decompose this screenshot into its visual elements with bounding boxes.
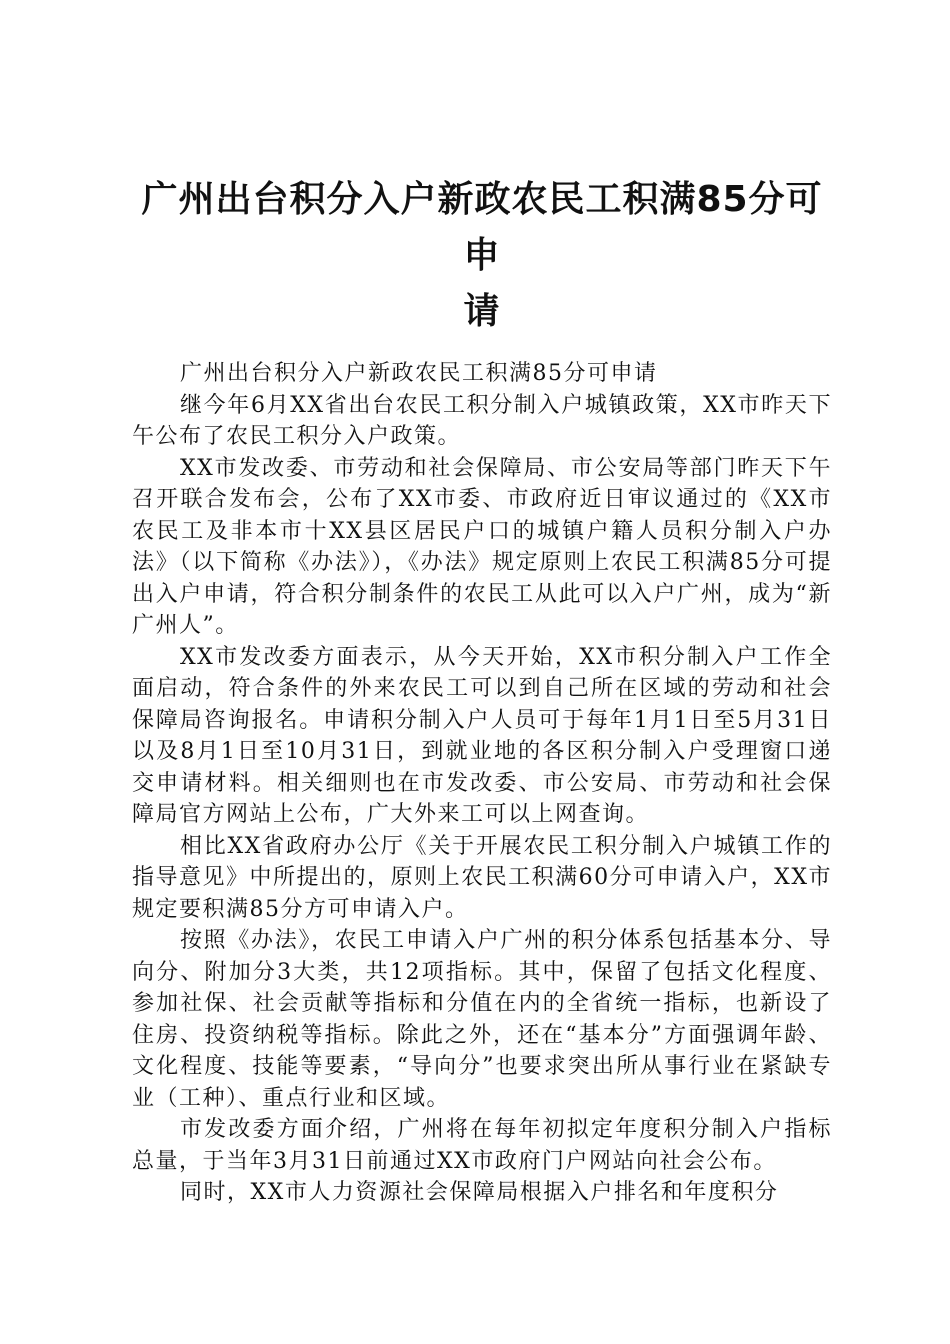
paragraph: 继今年6月XX省出台农民工积分制入户城镇政策，XX市昨天下午公布了农民工积分入户政策。 [132, 392, 832, 449]
paragraph-subtitle: 广州出台积分入户新政农民工积满85分可申请 [180, 361, 658, 386]
paragraph: 同时，XX市人力资源社会保障局根据入户排名和年度积分 [180, 1180, 779, 1205]
paragraph: 相比XX省政府办公厅《关于开展农民工积分制入户城镇工作的指导意见》中所提出的，原则上农民工积满60分可申请入户，XX市规定要积满85分方可申请入户。 [132, 833, 832, 922]
paragraph: 按照《办法》，农民工申请入户广州的积分体系包括基本分、导向分、附加分3大类，共12项指标。其中，保留了包括文化程度、参加社保、社会贡献等指标和分值在内的全省统一指标，也新设了住房、投资纳税等指标。除此之外，还在“基本分”方面强调年龄、文化程度、技能等要素，“导向分”也要求突出所从事行业在紧缺专业（工种）、重点行业和区域。 [132, 928, 832, 1111]
title-line-1: 广州出台积分入户新政农民工积满85分可申 [141, 179, 823, 276]
paragraph: XX市发改委、市劳动和社会保障局、市公安局等部门昨天下午召开联合发布会，公布了XX市委、市政府近日审议通过的《XX市农民工及非本市十XX县区居民户口的城镇户籍人员积分制入户办法》（以下简称《办法》），《办法》规定原则上农民工积满85分可提出入户申请，符合积分制条件的农民工从此可以入户广州，成为“新广州人”。 [132, 455, 832, 638]
document-page [132, 172, 832, 1209]
paragraph: XX市发改委方面表示，从今天开始，XX市积分制入户工作全面启动，符合条件的外来农民工可以到自己所在区域的劳动和社会保障局咨询报名。申请积分制入户人员可于每年1月1日至5月31日以及8月1日至10月31日，到就业地的各区积分制入户受理窗口递交申请材料。相关细则也在市发改委、市公安局、市劳动和社会保障局官方网站上公布，广大外来工可以上网查询。 [132, 644, 832, 827]
document-body [132, 358, 832, 1209]
document-title [132, 172, 832, 340]
title-line-2: 请 [463, 291, 501, 332]
paragraph: 市发改委方面介绍，广州将在每年初拟定年度积分制入户指标总量，于当年3月31日前通过XX市政府门户网站向社会公布。 [132, 1117, 832, 1174]
